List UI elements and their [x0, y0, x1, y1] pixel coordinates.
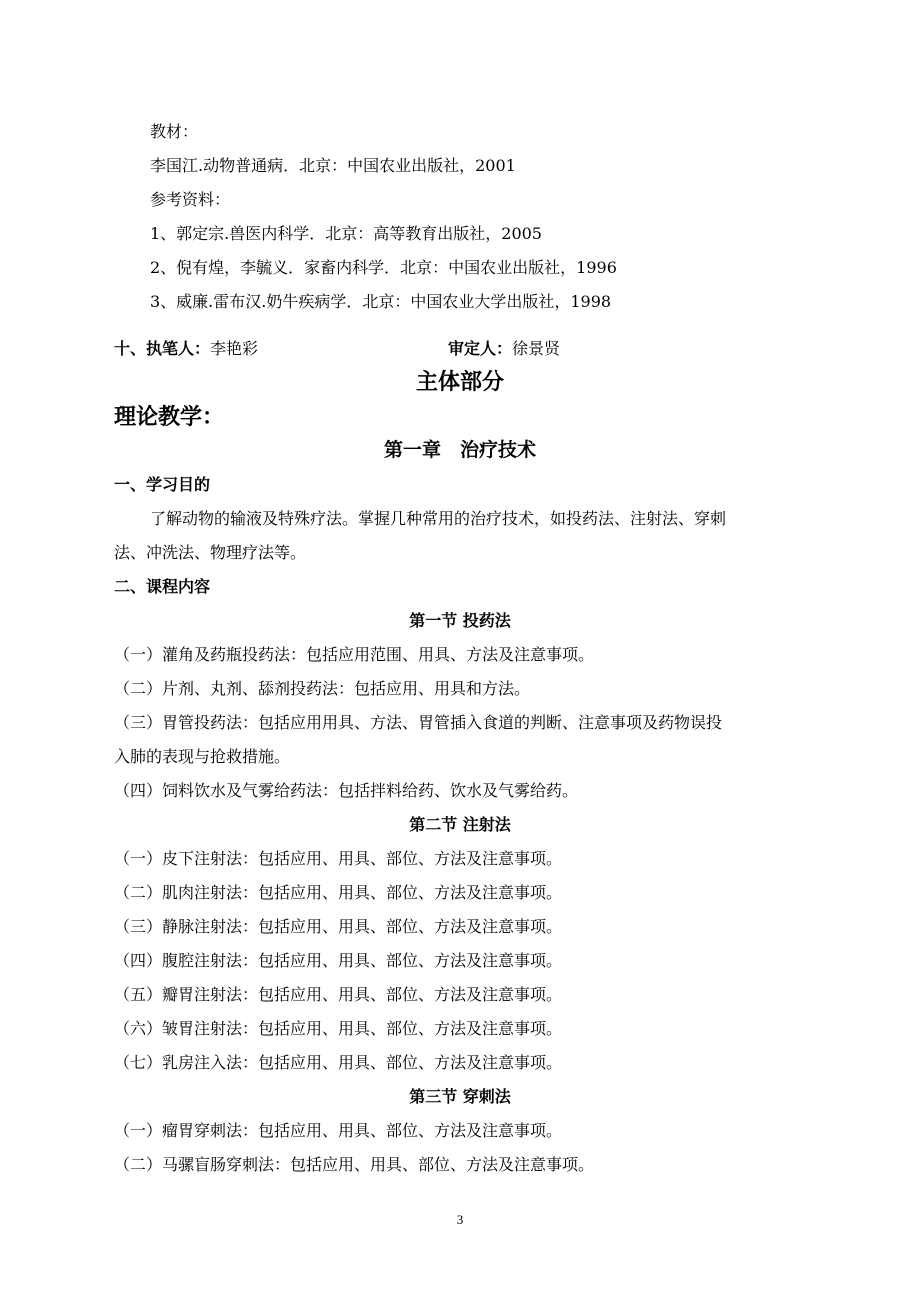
list-item: （一）瘤胃穿刺法：包括应用、用具、部位、方法及注意事项。	[114, 1121, 563, 1140]
reviewer-label: 审定人：	[448, 339, 513, 358]
main-title: 主体部分	[415, 369, 504, 395]
section-title: 第二节 注射法	[409, 815, 511, 834]
section-title: 第三节 穿刺法	[409, 1087, 511, 1106]
reviewer-line	[448, 338, 560, 360]
list-item: （五）瓣胃注射法：包括应用、用具、部位、方法及注意事项。	[114, 985, 563, 1004]
section2-heading: 二、课程内容	[114, 577, 211, 596]
textbook-item: 李国江.动物普通病．北京：中国农业出版社，2001	[150, 156, 516, 175]
list-item: （二）马骡盲肠穿刺法：包括应用、用具、部位、方法及注意事项。	[114, 1155, 595, 1174]
reference-item: 3、威廉.雷布汉.奶牛疾病学．北京：中国农业大学出版社，1998	[150, 292, 612, 311]
list-item: （六）皱胃注射法：包括应用、用具、部位、方法及注意事项。	[114, 1019, 563, 1038]
list-item: （三）胃管投药法：包括应用用具、方法、胃管插入食道的判断、注意事项及药物误投	[114, 713, 723, 732]
reviewer-name: 徐景贤	[512, 339, 561, 358]
section1-text: 法、冲洗法、物理疗法等。	[114, 543, 307, 562]
chapter-title: 第一章 治疗技术	[383, 439, 536, 461]
section1-text: 了解动物的输液及特殊疗法。掌握几种常用的治疗技术，如投药法、注射法、穿刺	[150, 509, 727, 528]
author-line	[114, 338, 258, 360]
list-item: （二）肌肉注射法：包括应用、用具、部位、方法及注意事项。	[114, 883, 563, 902]
section-title: 第一节 投药法	[409, 611, 511, 630]
list-item: 入肺的表现与抢救措施。	[114, 747, 291, 766]
textbook-label: 教材：	[150, 122, 199, 141]
reference-item: 1、郭定宗.兽医内科学．北京：高等教育出版社，2005	[150, 224, 542, 243]
theory-heading: 理论教学：	[114, 404, 225, 430]
reference-item: 2、倪有煌，李毓义．家畜内科学．北京：中国农业出版社，1996	[150, 258, 617, 277]
list-item: （一）皮下注射法：包括应用、用具、部位、方法及注意事项。	[114, 849, 563, 868]
list-item: （二）片剂、丸剂、舔剂投药法：包括应用、用具和方法。	[114, 679, 531, 698]
list-item: （七）乳房注入法：包括应用、用具、部位、方法及注意事项。	[114, 1053, 563, 1072]
writer-name: 李艳彩	[210, 339, 259, 358]
list-item: （四）饲料饮水及气雾给药法：包括拌料给药、饮水及气雾给药。	[114, 781, 579, 800]
page-number: 3	[456, 1212, 464, 1227]
writer-label: 十、执笔人：	[114, 339, 211, 358]
section1-heading: 一、学习目的	[114, 475, 211, 494]
list-item: （一）灌角及药瓶投药法：包括应用范围、用具、方法及注意事项。	[114, 645, 595, 664]
list-item: （四）腹腔注射法：包括应用、用具、部位、方法及注意事项。	[114, 951, 563, 970]
list-item: （三）静脉注射法：包括应用、用具、部位、方法及注意事项。	[114, 917, 563, 936]
references-label: 参考资料：	[150, 190, 231, 209]
